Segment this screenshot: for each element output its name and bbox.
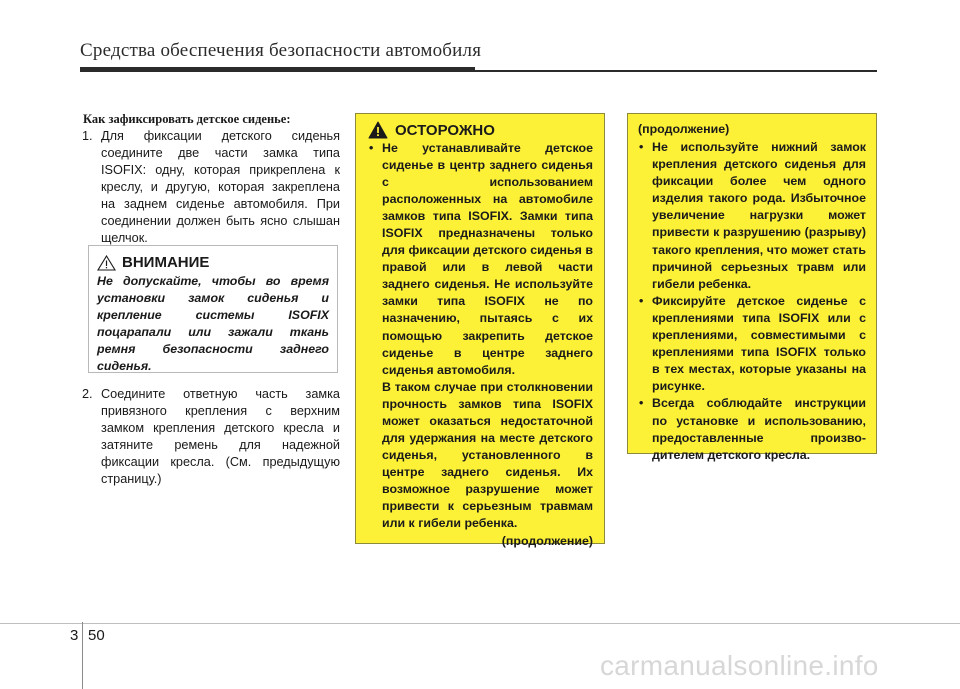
continuation-list	[638, 139, 866, 464]
page-header-title: Средства обеспечения безопасности автомобиля	[80, 40, 482, 61]
caution-title: ВНИМАНИЕ	[122, 254, 210, 271]
section-subheading: Как зафиксировать детское сиденье:	[83, 112, 291, 126]
page-number: 50	[88, 627, 105, 644]
instruction-step-2	[82, 386, 340, 488]
page-number-divider	[82, 622, 83, 689]
watermark-text: carmanualsonline.info	[600, 650, 879, 681]
list-item: • Фиксируйте детское сиденье с креплениями типа ISOFIX или с креплениями, совместимыми с креплениями типа ISOFIX только в тех местах, которые указаны на рисунке.	[638, 293, 866, 396]
caution-triangle-icon	[97, 255, 116, 271]
warning-paragraph-2: В таком случае при столкновении прочность замков типа ISOFIX может оказаться недостаточной для удержания на месте детского сиденья, установленного в центре заднего сиденья. Их возможное разрушение может привести к серьезным травмам или к гибели ребенка.	[382, 379, 593, 531]
section-number: 3	[70, 627, 79, 644]
instruction-step-1	[82, 128, 340, 247]
warning-box	[355, 113, 605, 549]
caution-box	[88, 245, 338, 373]
warning-triangle-icon	[368, 121, 388, 139]
continued-label: (продолжение)	[501, 534, 593, 549]
continuation-heading: (продолжение)	[638, 122, 730, 136]
warning-header	[368, 121, 593, 139]
list-item	[368, 140, 593, 532]
step-number: 2.	[82, 387, 93, 401]
header-rule-thin	[475, 70, 877, 72]
step-number: 1.	[82, 129, 93, 143]
caution-text: Не допускайте, чтобы во время установки замок сиденья и крепление системы ISOFIX поцарапали или зажали ткань ремня безопасности заднего сиденья.	[97, 274, 329, 373]
warning-list	[368, 140, 593, 532]
step-text: Соедините ответную часть замка привязного крепления с верхним замком крепления детского кресла и затяните ремень для надежной фиксации кресла. (См. предыдущую страницу.)	[101, 387, 340, 486]
list-item: • Всегда соблюдайте инструкции по установке и использованию, предоставленные произво-дителем детского кресла.	[638, 395, 866, 463]
warning-continuation-box	[627, 113, 877, 462]
caution-header	[97, 254, 329, 271]
header-rule-thick	[80, 67, 475, 72]
warning-title: ОСТОРОЖНО	[395, 121, 495, 139]
warning-paragraph-1: • Не устанавливайте детское сиденье в центр заднего сиденья с использованием расположенных на автомобиле замков типа ISOFIX. Замки типа ISOFIX предназначены только для фиксации детского сиденья в правой или в левой части заднего сиденья. Не используйте замки типа ISOFIX не по назначению, пытаясь с их помощью закрепить детское сиденье в центре заднего сиденья автомобиля.	[382, 141, 593, 377]
list-item: • Не используйте нижний замок крепления детского сиденья для фиксации более чем одного изделия такого рода. Избыточное увеличение нагрузки может привести к разрушению (разрыву) такого крепления, что может стать причиной серьезных травм или гибели ребенка.	[638, 139, 866, 293]
step-text: Для фиксации детского сиденья соедините две части замка типа ISOFIX: одну, которая прикреплена к креслу, и другую, которая закреплена на заднем сиденье автомобиля. При соединении должен быть ясно слышан щелчок.	[101, 129, 340, 245]
footer-rule	[0, 623, 960, 624]
